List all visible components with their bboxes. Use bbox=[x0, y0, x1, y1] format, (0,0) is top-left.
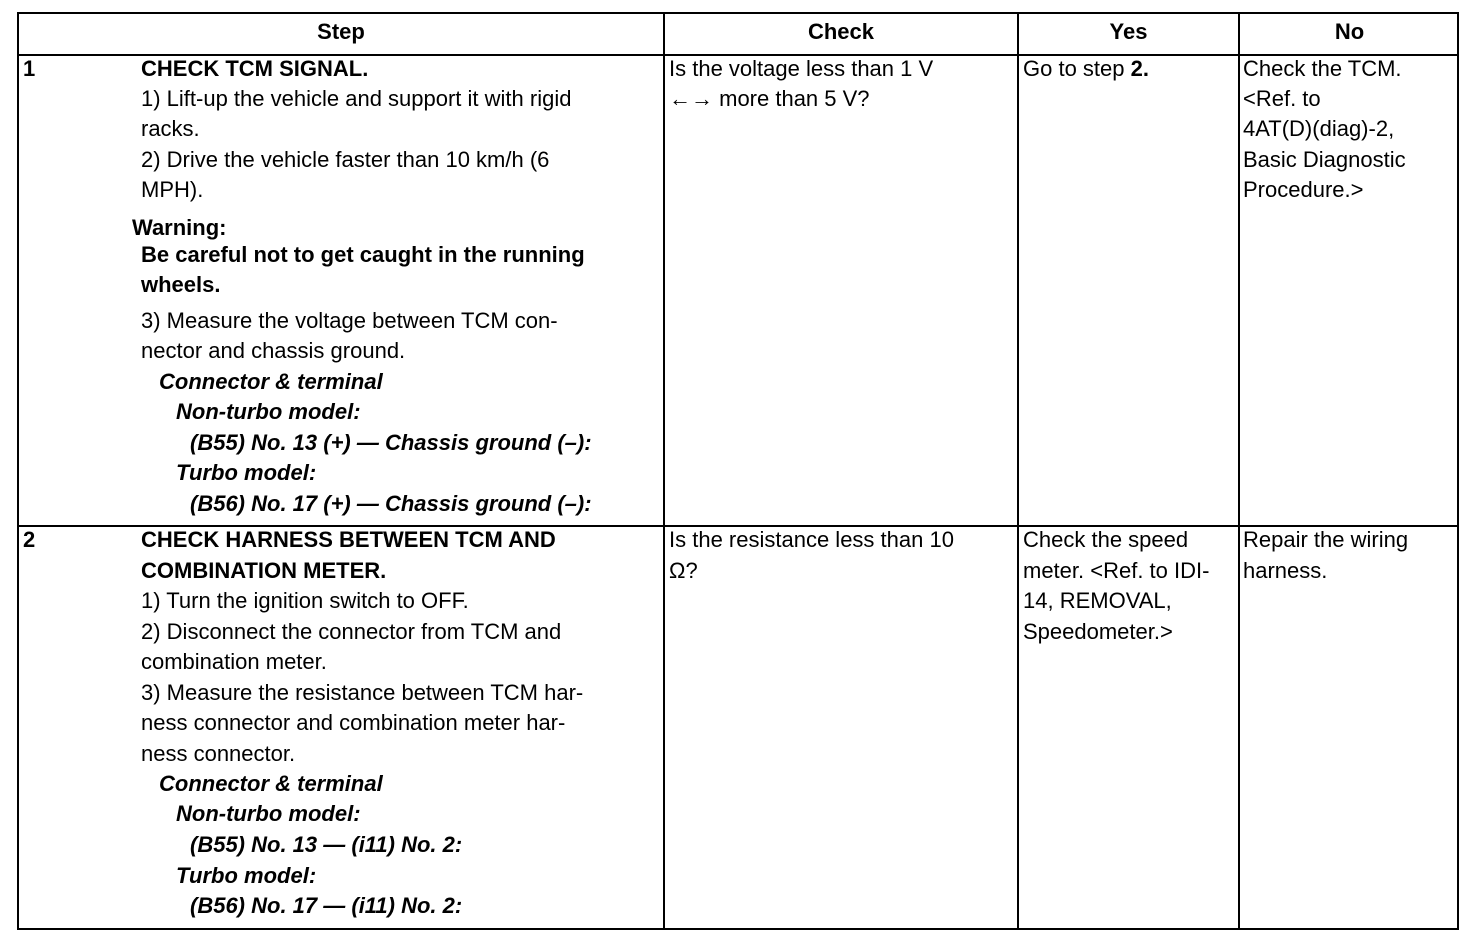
model-label: Turbo model: bbox=[176, 460, 317, 485]
model-label: Turbo model: bbox=[176, 863, 317, 888]
step-instruction: 3) Measure the resistance between TCM har- bbox=[141, 680, 584, 705]
column-divider bbox=[1238, 14, 1240, 928]
no-text: 4AT(D)(diag)-2, bbox=[1243, 116, 1395, 141]
step-instruction: 3) Measure the voltage between TCM con- bbox=[141, 308, 558, 333]
check-text: ←→ more than 5 V? bbox=[669, 86, 870, 111]
model-label: Non-turbo model: bbox=[176, 801, 361, 826]
step-number: 1 bbox=[23, 56, 36, 81]
yes-text: 14, REMOVAL, bbox=[1023, 588, 1172, 613]
connector-terminal-title: Connector & terminal bbox=[159, 771, 383, 796]
check-text: Ω? bbox=[669, 558, 698, 583]
step-instruction: ness connector. bbox=[141, 741, 296, 766]
column-divider bbox=[1017, 14, 1019, 928]
step-instruction: 2) Drive the vehicle faster than 10 km/h (6 bbox=[141, 147, 550, 172]
step-title: CHECK TCM SIGNAL. bbox=[141, 56, 369, 81]
check-text: Is the resistance less than 10 bbox=[669, 527, 954, 552]
header-step: Step bbox=[317, 19, 365, 44]
header-yes: Yes bbox=[1109, 19, 1148, 44]
connector-terminal-title: Connector & terminal bbox=[159, 369, 383, 394]
yes-text bbox=[1023, 54, 1149, 84]
terminal-spec: (B55) No. 13 (+) — Chassis ground (–): bbox=[190, 430, 592, 455]
step-instruction: 1) Lift-up the vehicle and support it with rigid bbox=[141, 86, 572, 111]
yes-text: Speedometer.> bbox=[1023, 619, 1173, 644]
model-label: Non-turbo model: bbox=[176, 399, 361, 424]
column-divider bbox=[663, 14, 665, 928]
warning-text: wheels. bbox=[141, 272, 221, 297]
terminal-spec: (B56) No. 17 (+) — Chassis ground (–): bbox=[190, 491, 592, 516]
no-text: Repair the wiring bbox=[1243, 527, 1409, 552]
step-instruction: ness connector and combination meter har- bbox=[141, 710, 566, 735]
step-instruction: racks. bbox=[141, 116, 200, 141]
terminal-spec: (B56) No. 17 — (i11) No. 2: bbox=[190, 893, 463, 918]
no-text: <Ref. to bbox=[1243, 86, 1321, 111]
yes-text: Check the speed bbox=[1023, 527, 1189, 552]
header-check: Check bbox=[807, 19, 875, 44]
no-text: Basic Diagnostic bbox=[1243, 147, 1406, 172]
step-instruction: MPH). bbox=[141, 177, 204, 202]
step-number: 2 bbox=[23, 527, 36, 552]
terminal-spec: (B55) No. 13 — (i11) No. 2: bbox=[190, 832, 463, 857]
yes-text: meter. <Ref. to IDI- bbox=[1023, 558, 1210, 583]
no-text: Procedure.> bbox=[1243, 177, 1364, 202]
no-text: Check the TCM. bbox=[1243, 56, 1402, 81]
warning-label: Warning: bbox=[132, 215, 227, 240]
yes-prefix: Go to step bbox=[1023, 56, 1131, 81]
step-instruction: nector and chassis ground. bbox=[141, 338, 406, 363]
step-instruction: 1) Turn the ignition switch to OFF. bbox=[141, 588, 469, 613]
no-text: harness. bbox=[1243, 558, 1328, 583]
header-no: No bbox=[1334, 19, 1365, 44]
step-title: COMBINATION METER. bbox=[141, 558, 387, 583]
step-instruction: 2) Disconnect the connector from TCM and bbox=[141, 619, 562, 644]
step-instruction: combination meter. bbox=[141, 649, 327, 674]
warning-text: Be careful not to get caught in the running bbox=[141, 242, 585, 267]
yes-step-ref: 2. bbox=[1130, 56, 1149, 81]
check-text: Is the voltage less than 1 V bbox=[669, 56, 934, 81]
step-title: CHECK HARNESS BETWEEN TCM AND bbox=[141, 527, 556, 552]
